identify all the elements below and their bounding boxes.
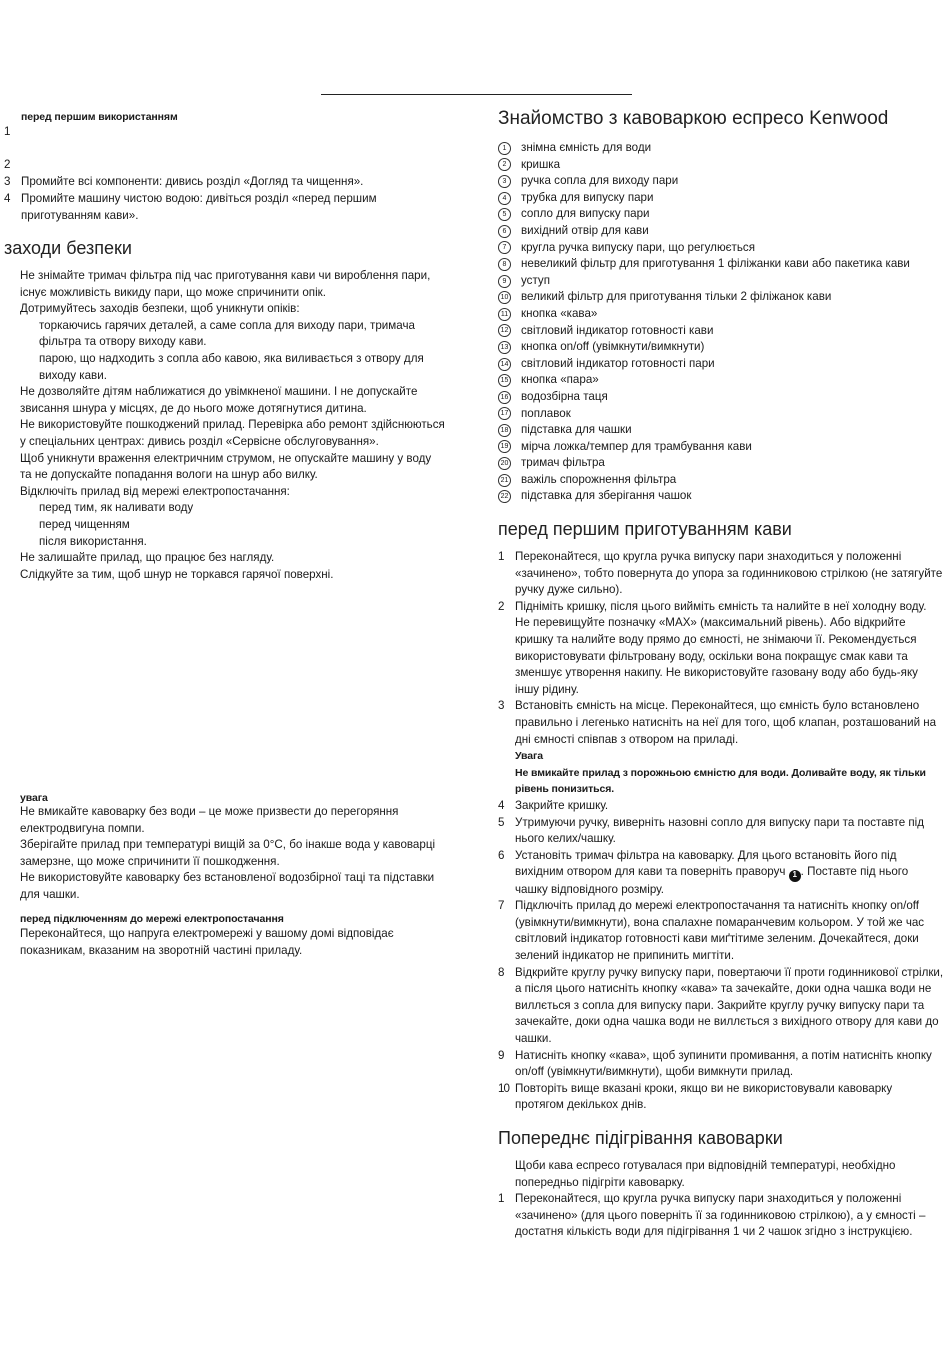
legend-item [498,472,950,489]
paragraph: Дотримуйтесь заходів безпеки, щоб уникнути опіків: [20,302,300,316]
legend-number [498,323,521,340]
legend-item [498,488,950,505]
circled-number-icon: 12 [498,324,511,337]
legend-text: великий фільтр для приготування тільки 2 філіжанок кави [521,290,832,304]
legend-item [498,422,950,439]
legend-item [498,289,950,306]
step-item: 8 Відкрийте круглу ручку випуску пари, повертаючи її проти годинникової стрілки, а після цього натисніть кнопку «кава» та зачекайте, доки одна чашка води не виллється з сопла для випуску пари. Закрийте круглу ручку випуску пари та зачекайте, доки одна чашка води не виллється з вихідного отвору для кави до чашки. [498,965,944,1048]
circled-number-icon: 9 [498,275,511,288]
step-item: 10 Повторіть вище вказані кроки, якщо ви не використовували кавоварку протягом декількох днів. [498,1081,944,1114]
legend-item [498,389,950,406]
circled-number-icon: 5 [498,208,511,221]
legend-number [498,240,521,257]
safety-heading: заходи безпеки [4,238,132,258]
legend-text: ручка сопла для виходу пари [521,174,679,188]
paragraph: Щоб уникнути враження електричним струмом, не опускайте машину у воду та не допускайте попадання вологи на шнур або вилку. [20,451,432,482]
legend-number [498,439,521,456]
first-coffee-steps [498,549,944,1114]
intro-heading: Знайомство з кавоваркою еспресо Kenwood [498,108,889,129]
step-item: 1 Переконайтеся, що кругла ручка випуску пари знаходиться у положенні «зачинено», тобто повернута до упора за годинниковою стрілкою (не затягуйте ручку дуже сильно). [498,549,944,599]
legend-item [498,223,950,240]
step-text: Повторіть вище вказані кроки, якщо ви не використовували кавоварку протягом декількох днів. [515,1081,893,1112]
paragraph: Зберігайте прилад при температурі вищій за 0°C, бо інакше вода у кавоварці замерзне, що може спричинити її пошкодження. [20,838,436,868]
legend-number [498,422,521,439]
list-item-number: 3 [4,175,11,188]
paragraph: Відключіть прилад від мережі електропостачання: [20,484,290,498]
list-item-text: Промийте машину чистою водою: дивіться розділ «перед першим приготуванням кави». [21,192,377,222]
preheat-heading: Попереднє підігрівання кавоварки [498,1128,783,1148]
legend-item [498,240,950,257]
circled-number-icon: 15 [498,374,511,387]
legend-text: невеликий фільтр для приготування 1 філіжанки кави або пакетика кави [521,257,910,271]
legend-text: кнопка «кава» [521,306,598,320]
paragraph: Не використовуйте пошкоджений прилад. Перевірка або ремонт здійснюються у спеціальних центрах: дивись розділ «Сервісне обслуговування». [20,418,445,448]
paragraph: Слідкуйте за тим, щоб шнур не торкався гарячої поверхні. [20,567,334,581]
legend-number [498,406,521,423]
list-item-number: 1 [4,125,11,138]
parts-legend [498,140,950,505]
legend-number [498,488,521,505]
circled-number-icon: 1 [498,142,511,155]
legend-text: водозбірна таця [521,389,608,403]
circled-number-icon: 16 [498,391,511,404]
legend-number [498,356,521,373]
circled-number-icon: 17 [498,407,511,420]
step-text: Відкрийте круглу ручку випуску пари, повертаючи її проти годинникової стрілки, а після цього натисніть кнопку «кава» та зачекайте, доки одна чашка води не виллється з сопла для випуску пари. Закрийте круглу ручку випуску пари та зачекайте, доки одна чашка води не виллється з вихідного отвору для кави до чашки. [515,965,944,1045]
top-divider [321,94,632,95]
legend-number [498,389,521,406]
legend-item [498,339,950,356]
legend-text: підставка для зберігання чашок [521,489,692,503]
step-text: Підніміть кришку, після цього вийміть ємність та налийте в неї холодну воду. Не перевищуйте позначку «MAX» (максимальний рівень). Або відкрийте кришку та налийте воду прямо до ємності, не знімаючи її. Рекомендується використовувати фільтровану воду, оскільки вона покращує смак кави та зменшує утворення накипу. Не використовуйте газовану воду або будь-яку іншу рідину. [515,599,927,696]
legend-number [498,190,521,207]
circled-number-icon: 13 [498,341,511,354]
legend-number [498,140,521,157]
legend-text: сопло для випуску пари [521,207,650,221]
legend-item [498,455,950,472]
circled-number-icon: 20 [498,457,511,470]
legend-text: світловий індикатор готовності пари [521,356,715,370]
circled-number-icon: 22 [498,490,511,503]
legend-item [498,173,950,190]
circled-number-icon: 19 [498,440,511,453]
circled-number-icon: 6 [498,225,511,238]
list-item [4,174,424,191]
legend-item [498,190,950,207]
legend-item [498,372,950,389]
legend-item [498,323,950,340]
paragraph: парою, що надходить з сопла або кавою, яка виливається з отвору для виходу кави. [39,351,424,382]
list-item-text: Промийте всі компоненти: дивись розділ «Догляд та чищення». [21,175,364,188]
caution-text [20,804,445,904]
circled-number-icon: 11 [498,308,511,321]
paragraph: перед чищенням [39,517,130,531]
legend-number [498,206,521,223]
step-item: 6 Установіть тримач фільтра на кавоварку. Для цього встановіть його під вихідним отвором для кави та поверніть праворуч 1 . Поставте під нього чашку відповідного розміру. [498,848,909,896]
caution-title: увага [20,792,48,804]
legend-item [498,157,950,174]
circled-number-icon: 3 [498,175,511,188]
legend-text: світловий індикатор готовності кави [521,323,714,337]
step-text: Утримуючи ручку, виверніть назовні сопло для випуску пари та поставте під нього келих/чашку. [515,815,925,846]
legend-item [498,273,950,290]
paragraph: після використання. [39,534,147,548]
first-coffee-heading: перед першим приготуванням кави [498,519,792,539]
legend-item [498,206,950,223]
circled-number-icon: 8 [498,258,511,271]
list-item-number: 4 [4,192,11,205]
legend-number [498,372,521,389]
legend-item [498,306,950,323]
legend-text: важіль спорожнення фільтра [521,472,677,486]
paragraph: перед тим, як наливати воду [39,501,194,515]
legend-text: знімна ємність для води [521,141,652,154]
before-connect-title: перед підключенням до мережі електропостачання [20,913,284,925]
step-text: Натисніть кнопку «кава», щоб зупинити промивання, а потім натисніть кнопку on/off (увімкнути/вимкнути), щоби вимкнути прилад. [515,1048,932,1079]
legend-number [498,472,521,489]
note-title: Увага [515,750,544,763]
circled-number-icon: 2 [498,158,511,171]
preheat-intro: Щоби кава еспресо готувалася при відповідній температурі, необхідно попередньо підігріти кавоварку. [515,1159,896,1189]
before-connect-text: Переконайтеся, що напруга електромережі у вашому домі відповідає показникам, вказаним на зворотній частині приладу. [20,927,394,957]
paragraph: Не використовуйте кавоварку без встановленої водозбірної таці та підставки для чашки. [20,871,435,901]
legend-text: кнопка «пара» [521,373,599,387]
circled-number-icon: 7 [498,241,511,254]
legend-number [498,306,521,323]
legend-text: кругла ручка випуску пари, що регулюється [521,240,755,254]
step-text: Переконайтеся, що кругла ручка випуску пари знаходиться у положенні «зачинено», тобто повернута до упора за годинниковою стрілкою (не затягуйте ручку дуже сильно). [515,550,943,597]
step-marker-icon: 1 [789,870,801,882]
step-text: Переконайтеся, що кругла ручка випуску пари знаходиться у положенні «зачинено» (для цього поверніть її за годинниковою стрілкою), а у ємності – достатня кількість води для підігрівання 1 чи 2 чашок згідно з інструкцією. [515,1192,926,1239]
circled-number-icon: 14 [498,358,511,371]
legend-item [498,356,950,373]
circled-number-icon: 10 [498,291,511,304]
legend-text: кришка [521,157,561,171]
note-text: Не вмикайте прилад з порожньою ємністю для води. Доливайте воду, як тільки рівень понизиться. [515,766,926,796]
legend-number [498,289,521,306]
legend-number [498,455,521,472]
step-item: 1 Переконайтеся, що кругла ручка випуску пари знаходиться у положенні «зачинено» (для цього поверніть її за годинниковою стрілкою), а у ємності – достатня кількість води для підігрівання 1 чи 2 чашок згідно з інструкцією. [498,1191,944,1241]
legend-number [498,173,521,190]
step-item: 5 Утримуючи ручку, виверніть назовні сопло для випуску пари та поставте під нього келих/чашку. [498,815,944,848]
circled-number-icon: 21 [498,474,511,487]
paragraph: Не знімайте тримач фільтра під час приготування кави чи вироблення пари, існує можливість викиду пари, що може спричинити опік. [20,269,431,299]
circled-number-icon: 18 [498,424,511,437]
circled-number-icon: 4 [498,192,511,205]
step-item: 4 Закрийте кришку. [498,798,944,815]
step-text: . Поставте під нього чашку відповідного розміру. [515,865,909,896]
legend-number [498,223,521,240]
step-text: Встановіть ємність на місце. Переконайтеся, що ємність було встановлено правильно і легенько натисніть на неї для того, щоб клапан, розташований на дні ємності співпав з отвором на приладі. [515,699,937,746]
paragraph: торкаючись гарячих деталей, а саме сопла для виходу пари, тримача фільтра та отвору виходу кави. [39,318,415,349]
legend-number [498,273,521,290]
legend-text: уступ [521,273,550,287]
before-first-use-title: перед першим використанням [21,111,178,123]
legend-text: поплавок [521,406,571,420]
legend-text: мірча ложка/темпер для трамбування кави [521,439,752,453]
list-item-number: 2 [4,158,11,171]
paragraph: Не вмикайте кавоварку без води – це може призвести до перегоряння електродвигуна помпи. [20,805,399,835]
list-item [4,191,424,224]
legend-item [498,256,950,273]
step-item: 2 Підніміть кришку, після цього вийміть ємність та налийте в неї холодну воду. Не перевищуйте позначку «MAX» (максимальний рівень). Або відкрийте кришку та налийте воду прямо до ємності, не знімаючи її. Рекомендується використовувати фільтровану воду, оскільки вона покращує смак кави та зменшує утворення накипу. Не використовуйте газовану воду або будь-яку іншу рідину. [498,599,944,699]
legend-number [498,339,521,356]
paragraph: Не залишайте прилад, що працює без нагляду. [20,551,275,565]
legend-item [498,406,950,423]
legend-text: вихідний отвір для кави [521,223,649,237]
safety-text [20,268,445,583]
legend-text: підставка для чашки [521,423,632,437]
step-note [498,748,944,798]
legend-number [498,256,521,273]
step-text: Закрийте кришку. [515,798,609,812]
legend-item [498,140,950,157]
legend-item [498,439,950,456]
step-item: 3 Встановіть ємність на місце. Переконайтеся, що ємність було встановлено правильно і легенько натисніть на неї для того, щоб клапан, розташований на дні ємності співпав з отвором на приладі. [498,698,944,748]
step-text: Установіть тримач фільтра на кавоварку. Для цього встановіть його під вихідним отвором для кави та поверніть праворуч [515,848,897,879]
legend-number [498,157,521,174]
legend-text: трубка для випуску пари [521,190,654,204]
legend-text: кнопка on/off (увімкнути/вимкнути) [521,340,705,354]
legend-text: тримач фільтра [521,456,605,470]
step-item: 7 Підключіть прилад до мережі електропостачання та натисніть кнопку on/off (увімкнути/вимкнути), вона спалахне помаранчевим кольором. У той же час світловий індикатор готовності кави миґтітиме зеленим. Дочекайтеся, доки зелений індикатор не припинить мигтіти. [498,898,944,964]
step-text: Підключіть прилад до мережі електропостачання та натисніть кнопку on/off (увімкнути/вимкнути), вона спалахне помаранчевим кольором. У той же час світловий індикатор готовності кави миґтітиме зеленим. Дочекайтеся, доки зелений індикатор не припинить мигтіти. [515,899,925,962]
step-item: 9 Натисніть кнопку «кава», щоб зупинити промивання, а потім натисніть кнопку on/off (увімкнути/вимкнути), щоби вимкнути прилад. [498,1048,944,1081]
paragraph: Не дозволяйте дітям наближатися до увімкненої машини. І не допускайте звисання шнура у місцях, де до нього може дотягнутися дитина. [20,385,418,415]
